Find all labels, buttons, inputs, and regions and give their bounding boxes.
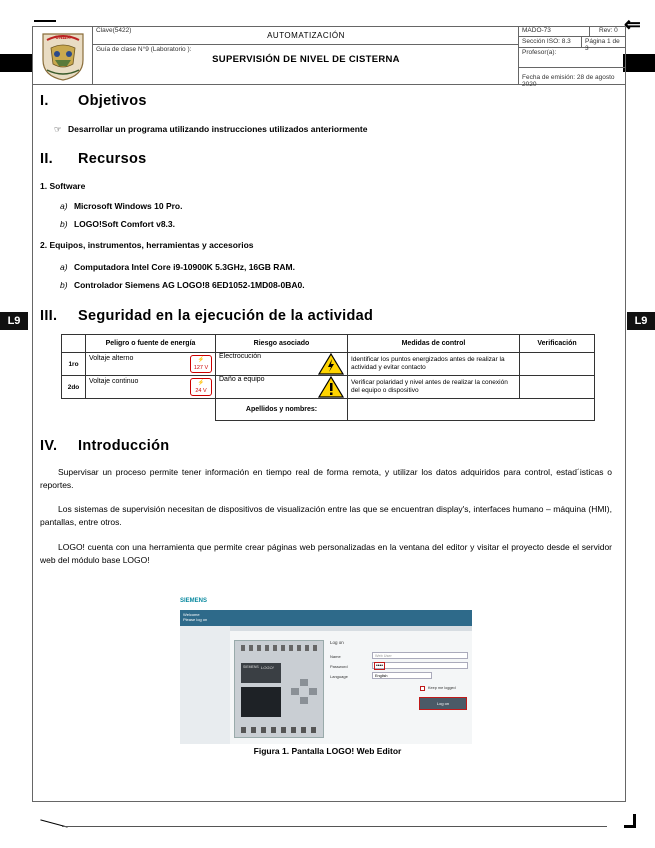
corner-mark-bottom-right — [624, 814, 636, 828]
objective-item — [54, 124, 367, 135]
pointing-hand-icon: ☞ — [54, 124, 62, 134]
figure-sidebar — [180, 626, 230, 744]
document-header — [33, 26, 625, 88]
intro-paragraph-3: LOGO! cuenta con una herramienta que permite crear páginas web personalizadas en la ventana del editor y visitar el proyecto desde el servidor web del módulo base LOGO! — [40, 542, 612, 565]
electric-hazard-icon — [318, 353, 344, 375]
bottom-rule — [62, 826, 607, 827]
name-input[interactable]: Web User — [372, 652, 468, 659]
iso-label: Sección ISO: 8.3 — [522, 38, 571, 45]
header-right — [519, 26, 625, 88]
rev-label: Rev: 0 — [599, 27, 618, 34]
software-item: b) LOGO!Soft Comfort v8.3. — [60, 219, 175, 229]
university-shield-logo — [41, 30, 85, 82]
safety-table — [61, 334, 595, 421]
professor-label: Profesor(a): — [522, 49, 557, 56]
device-keypad — [291, 679, 317, 705]
password-input[interactable]: •••• — [372, 662, 468, 669]
document-title: SUPERVISIÓN DE NIVEL DE CISTERNA — [212, 54, 400, 65]
table-row: 2do Voltaje continuo ⚡ 24 V Daño a equipo Verificar polaridad y nivel antes de realizar la conexión del equipo o dispositivo — [62, 376, 595, 399]
side-block-right — [623, 54, 655, 72]
logo-cell — [33, 26, 93, 85]
code-row — [519, 26, 625, 37]
header-middle-top — [93, 26, 519, 45]
intro-paragraph-2: Los sistemas de supervisión necesitan de dispositivos de visualización entre las que se encuentran display's, interfaces humano – máquina (HMI), pantallas, entre otros. — [40, 504, 612, 527]
table-header-row — [62, 335, 595, 353]
logo-web-editor-figure — [180, 598, 472, 744]
device-screen — [241, 687, 281, 717]
please-text: Please log on — [183, 617, 208, 622]
names-row — [62, 399, 595, 421]
welcome-text: Welcome — [183, 612, 200, 617]
software-label: 1. Software — [40, 181, 86, 191]
device-display: SIEMENS LOGO! — [241, 663, 281, 683]
language-select[interactable]: English — [372, 672, 432, 679]
subject-title: AUTOMATIZACIÓN — [267, 31, 345, 40]
names-label: Apellidos y nombres: — [216, 399, 348, 421]
section-recursos-heading: II. Recursos — [40, 151, 147, 167]
login-button[interactable]: Log on — [420, 698, 466, 709]
keep-logged-checkbox[interactable] — [420, 686, 425, 691]
high-voltage-warning-icon: ⚡ 127 V — [190, 355, 212, 373]
guide-label: Guía de clase N°9 (Laboratorio ): — [96, 46, 192, 53]
voltage-warning-icon: ⚡ 24 V — [190, 378, 212, 396]
corner-mark-top-left — [34, 20, 56, 22]
header-risk: Riesgo asociado — [216, 335, 348, 353]
names-field[interactable] — [348, 399, 595, 421]
page-label: Página 1 de 3 — [585, 38, 620, 52]
header-verification: Verificación — [520, 335, 595, 353]
clave-label: Clave(5422) — [96, 27, 132, 34]
figure-caption: Figura 1. Pantalla LOGO! Web Editor — [253, 746, 402, 756]
equipment-item: a) Computadora Intel Core i9-10900K 5.3GHz, 16GB RAM. — [60, 262, 295, 272]
table-row: 1ro Voltaje alterno ⚡ 127 V Electrocución Identificar los puntos energizados antes de realizar la actividad y evitar contacto — [62, 353, 595, 376]
section-seguridad-heading: III. Seguridad en la ejecución de la actividad — [40, 308, 374, 324]
iso-row — [519, 37, 625, 52]
figure-top-bar — [180, 610, 472, 626]
equipment-label: 2. Equipos, instrumentos, herramientas y accesorios — [40, 240, 254, 250]
warning-hazard-icon — [318, 376, 344, 398]
section-introduccion-heading: IV. Introducción — [40, 438, 170, 454]
equipment-item: b) Controlador Siemens AG LOGO!8 6ED1052-1MD08-0BA0. — [60, 280, 305, 290]
header-control: Medidas de control — [348, 335, 520, 353]
software-item: a) Microsoft Windows 10 Pro. — [60, 201, 183, 211]
name-label: Name — [330, 654, 341, 659]
side-tab-right: L9 — [627, 312, 655, 330]
password-label: Password — [330, 664, 348, 669]
logo-device — [234, 640, 324, 738]
date-label: Fecha de emisión: 28 de agosto 2020 — [522, 74, 615, 88]
date-row — [519, 68, 625, 88]
code-label: MADO-73 — [522, 27, 551, 34]
header-source: Peligro o fuente de energía — [86, 335, 216, 353]
professor-row — [519, 48, 625, 68]
language-label: Language — [330, 674, 348, 679]
corner-mark-top-right: ⇐ — [624, 14, 641, 36]
keep-logged-label: Keep me logged — [428, 686, 456, 690]
side-block-left — [0, 54, 32, 72]
header-middle — [93, 26, 519, 85]
siemens-brand: SIEMENS — [180, 598, 208, 604]
intro-paragraph-1: Supervisar un proceso permite tener información en tiempo real de forma remota, y utilizar los datos adquiridos para control, estad´isticas o reportes. — [40, 467, 612, 490]
logo-text: UNAM — [55, 36, 71, 41]
objective-text: Desarrollar un programa utilizando instrucciones utilizados anteriormente — [68, 124, 368, 134]
section-objetivos-heading: I. Objetivos — [40, 93, 147, 109]
login-title: Log on — [330, 640, 344, 645]
side-tab-left: L9 — [0, 312, 28, 330]
